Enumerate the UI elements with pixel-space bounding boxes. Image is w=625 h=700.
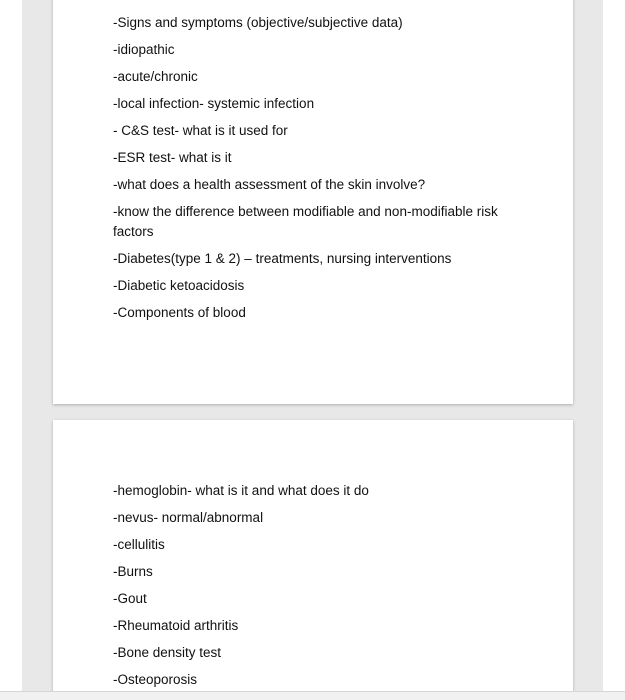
document-page-2 xyxy=(53,420,573,700)
text-line: -idiopathic xyxy=(113,42,175,57)
text-line: -Burns xyxy=(113,564,153,579)
text-line: -nevus- normal/abnormal xyxy=(113,510,264,525)
text-line: -Components of blood xyxy=(113,305,246,320)
text-line: -Signs and symptoms (objective/subjective data) xyxy=(113,15,403,30)
page-2-text-list xyxy=(113,481,513,697)
text-line: -ESR test- what is it xyxy=(113,150,232,165)
text-line: -acute/chronic xyxy=(113,69,198,84)
text-line: -Gout xyxy=(113,591,147,606)
text-line: -Diabetic ketoacidosis xyxy=(113,278,245,293)
text-line: -Bone density test xyxy=(113,645,222,660)
text-line: -Rheumatoid arthritis xyxy=(113,618,239,633)
text-line: -cellulitis xyxy=(113,537,165,552)
text-line: -hemoglobin- what is it and what does it do xyxy=(113,483,369,498)
document-page-1 xyxy=(53,0,573,404)
text-line: -know the difference between modifiable and non-modifiable risk factors xyxy=(113,204,498,239)
text-line: -Diabetes(type 1 & 2) – treatments, nursing interventions xyxy=(113,251,452,266)
text-line: -what does a health assessment of the skin involve? xyxy=(113,177,426,192)
page-canvas[interactable] xyxy=(22,0,603,700)
text-line: -local infection- systemic infection xyxy=(113,96,315,111)
text-line: -Osteoporosis xyxy=(113,672,198,687)
page-1-text-list xyxy=(113,13,513,330)
bottom-scrollbar[interactable] xyxy=(0,691,625,700)
text-line: - C&S test- what is it used for xyxy=(113,123,288,138)
